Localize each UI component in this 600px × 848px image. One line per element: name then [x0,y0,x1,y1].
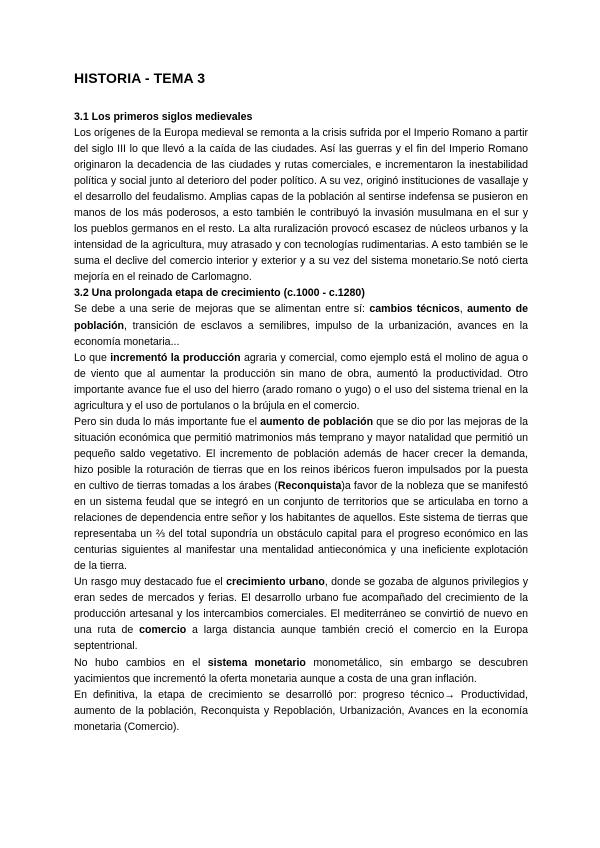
document-title: HISTORIA - TEMA 3 [74,70,206,86]
text-run: No hubo cambios en el [74,656,208,669]
document-page [74,70,528,735]
section-2-paragraph-5 [74,655,528,687]
text-run: monometálico, sin embargo se descubren yacimientos que incrementó la oferta monetaria aunque a costa de una gran inflación. [74,656,528,685]
bold-term: crecimiento urbano [226,576,325,589]
section-2 [74,285,528,734]
section-2-paragraph-2 [74,350,528,414]
bold-term: incrementó la producción [110,351,241,364]
section-1-heading: 3.1 Los primeros siglos medievales [74,111,253,123]
bold-term: comercio [139,624,187,637]
text-run: Lo que [74,351,111,364]
bold-term: aumento de población [260,415,374,428]
section-2-paragraph-6: En definitiva, la etapa de crecimiento se desarrolló por: progreso técnico→ Productividad, aumento de la población, Reconquista y Repoblación, Urbanización, Avances en la economía monetaria (Comercio). [74,688,528,733]
text-run: , donde se gozaba de algunos privilegios y eran sedes de mercados y ferias. El desarrollo urbano fue acompañado del crecimiento de la producción artesanal y los intercambios comerciales. El mediterráneo se convirtió de nuevo en una ruta de [74,576,528,637]
section-1-paragraph: Los orígenes de la Europa medieval se remonta a la crisis sufrida por el Imperio Romano a partir del siglo III lo que llevó a la caída de las ciudades. Así las guerras y el fin del Imperio Romano originaron la decadencia de las ciudades y rutas comerciales, e incrementaron la inestabilidad política y social junto al deterioro del poder político. A su vez, originó instituciones de vasallaje y el desarrollo del feudalismo. Amplias capas de la población al sentirse indefensa se pusieron en manos de los más poderosos, a esto también le contribuyó la invasión musulmana en el sur y los pueblos germanos en el resto. La alta ruralización provocó escasez de núcleos urbanos y la intensidad de la agricultura, muy atrasado y con tecnologías rudimentarias. A esto también se le suma el declive del comercio interior y exterior y a su vez del sistema monetario.Se notó cierta mejoría en el reinado de Carlomagno. [74,127,528,284]
text-run: que se dio por las mejoras de la situación económica que permitió matrimonios más temprano y mayor natalidad que permitió un pequeño saldo vegetativo. El incremento de población además de hacer crecer la demanda, hizo posible la roturación de tierras que en los reinos ibéricos fueron impulsados por la puesta en cultivo de tierras tomadas a los árabes ( [74,415,528,492]
text-run: , [459,303,468,316]
text-run: Un rasgo muy destacado fue el [74,576,227,589]
text-run: Se debe a una serie de mejoras que se alimentan entre sí: [74,303,370,316]
text-run: a larga distancia aunque también creció el comercio en la Europa septentrional. [74,624,529,653]
text-run: Pero sin duda lo más importante fue el [74,415,261,428]
bold-term: Reconquista [277,479,342,492]
bold-term: cambios técnicos [369,303,460,316]
section-2-paragraph-1 [74,301,528,349]
text-run: )a favor de la nobleza que se manifestó en un sistema feudal que se integró en un conjunto de territorios que se articulaba en torno a relaciones de dependencia entre señor y los habitantes de aquellos. Este sistema de tierras que representaba un ⅔ del total supondría un obstáculo capital para el progreso económico en las centurias siguientes al manifestar una mentalidad antieconómica y una ineficiente explotación de la tierra. [74,479,528,573]
section-1 [74,109,528,285]
text-run: , transición de esclavos a semilibres, impulso de la urbanización, avances en la economía monetaria... [74,319,528,348]
section-2-paragraph-4 [74,574,528,654]
section-2-paragraph-3 [74,414,528,574]
section-2-heading: 3.2 Una prolongada etapa de crecimiento (c.1000 - c.1280) [74,287,365,300]
text-run: agraria y comercial, como ejemplo está el molino de agua o de viento que al aumentar la producción sin mano de obra, aumentó la productividad. Otro importante avance fue el uso del hierro (arado romano o yugo) o el uso del sistema trienal en la agricultura y el uso de portulanos o la brújula en el comercio. [74,351,528,412]
bold-term: aumento de población [74,303,528,332]
bold-term: sistema monetario [207,656,306,669]
